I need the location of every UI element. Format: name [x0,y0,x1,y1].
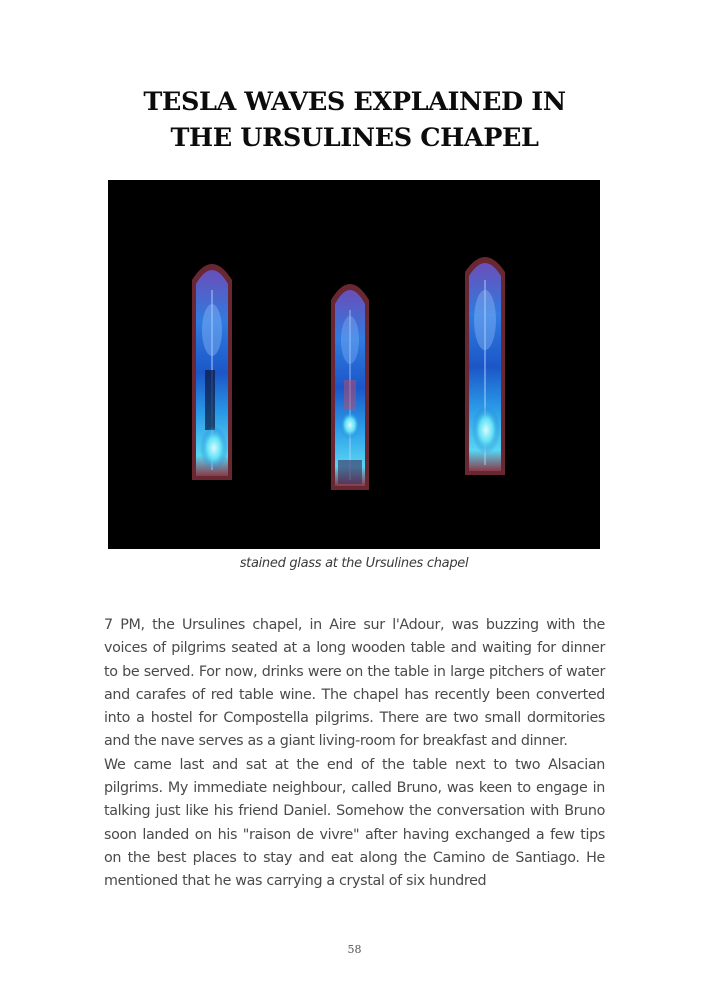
chapter-title-line-1: TESLA WAVES EXPLAINED IN [143,87,566,117]
stained-glass-window-right [465,257,505,475]
paragraph: We came last and sat at the end of the table next to two Alsacian pilgrims. My immediate neighbour, called Bruno, was keen to engage in talking just like his friend Daniel. Somehow the conversation with Bruno soon landed on his "raison de vivre" after having exchanged a few tips on the best places to stay and eat along the Camino de Santiago. He mentioned that he was carrying a crystal of six hundred [104,756,605,890]
chapter-title [60,84,649,156]
stained-glass-window-center [331,284,369,490]
photo-caption: stained glass at the Ursulines chapel [239,556,469,571]
page-number: 58 [347,943,362,956]
paragraph: 7 PM, the Ursulines chapel, in Aire sur l'Adour, was buzzing with the voices of pilgrims seated at a long wooden table and waiting for dinner to be served. For now, drinks were on the table in large pitchers of water and carafes of red table wine. The chapel has recently been converted into a hostel for Compostella pilgrims. There are two small dormitories and the nave serves as a giant living-room for breakfast and dinner. [104,617,605,750]
stained-glass-window-left [192,264,232,480]
chapter-title-line-2: THE URSULINES CHAPEL [170,123,539,153]
stained-glass-photo [108,180,600,549]
body-text [104,614,605,894]
